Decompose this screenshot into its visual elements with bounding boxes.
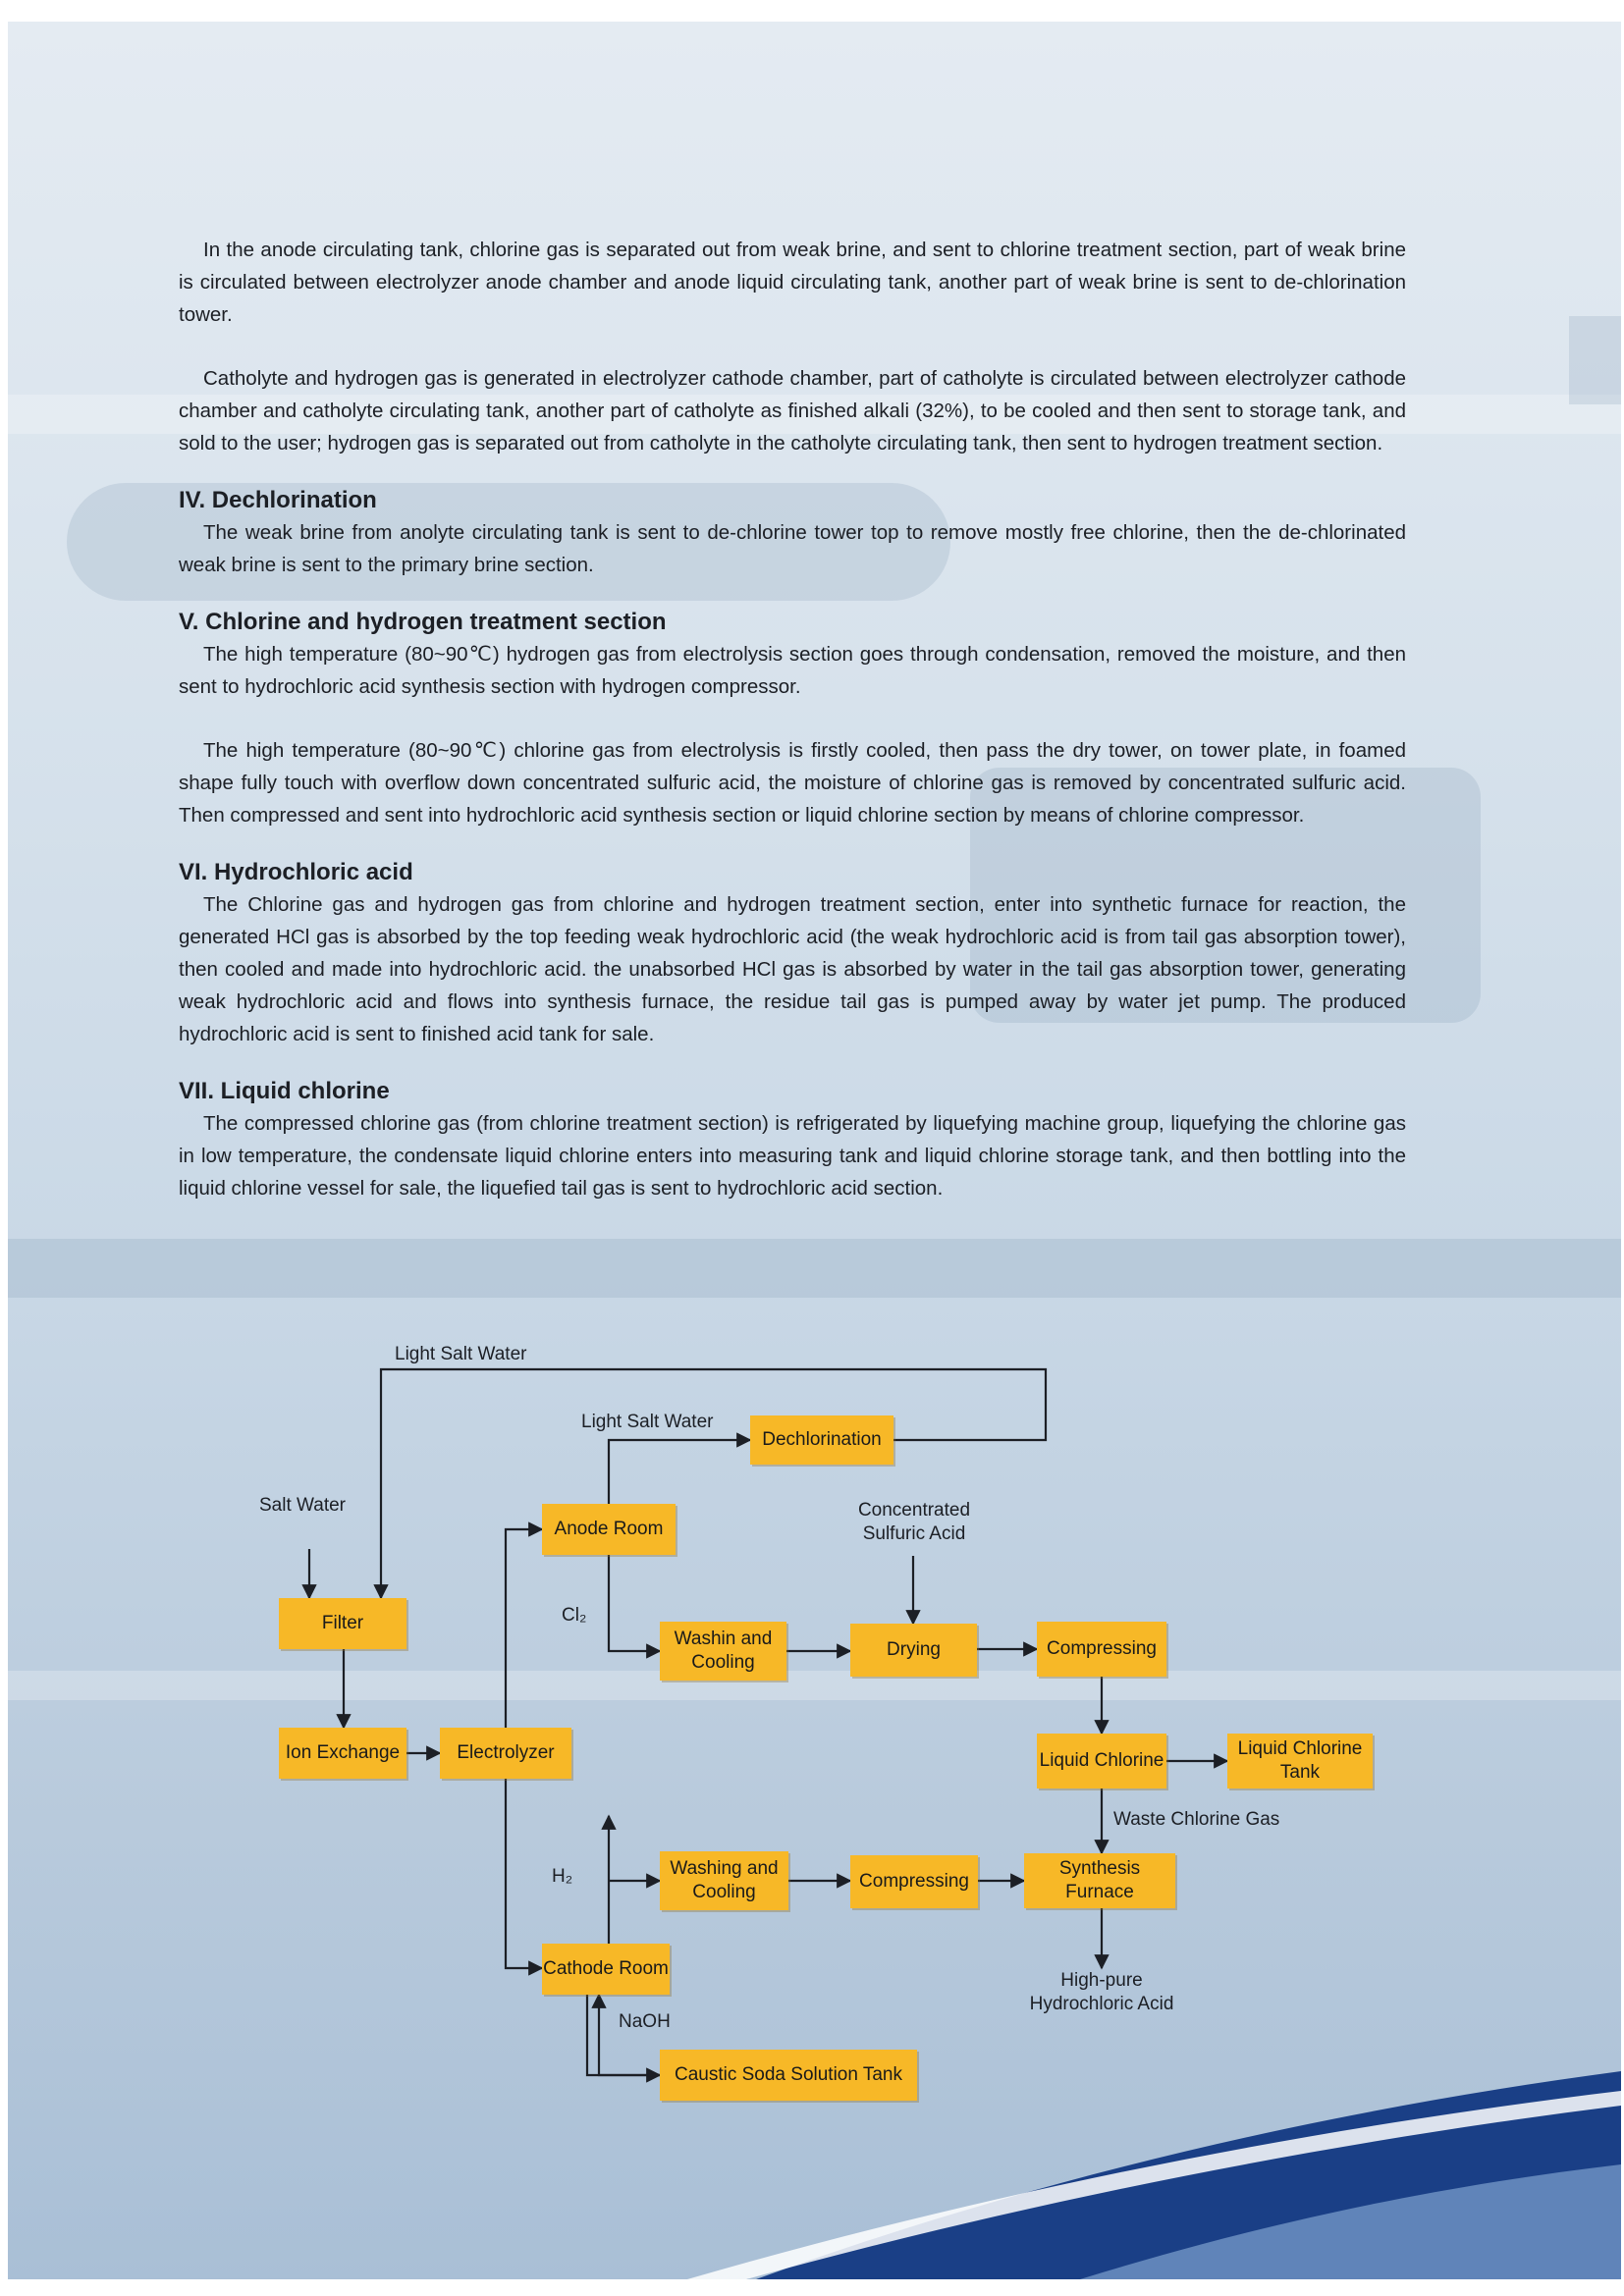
box-dechlorination: Dechlorination [750, 1415, 893, 1465]
box-liquid-chlorine: Liquid Chlorine [1037, 1734, 1166, 1789]
box-liquid-chlorine-tank: Liquid Chlorine Tank [1227, 1734, 1373, 1789]
paragraph-liquid-chlorine: The compressed chlorine gas (from chlorine treatment section) is refrigerated by liquefying machine group, liquefying the chlorine gas in low temperature, the condensate liquid chlorine enters into measuring tank and liquid chlorine storage tank, and then bottling into the liquid chlorine vessel for sale, the liquefied tail gas is sent to hydrochloric acid section. [179, 1112, 1406, 1200]
paragraph-hydrogen-treatment: The high temperature (80~90℃) hydrogen gas from electrolysis section goes through condensation, removed the moisture, and then sent to hydrochloric acid synthesis section with hydrogen compressor. [179, 643, 1406, 698]
box-drying: Drying [850, 1624, 977, 1677]
label-naoh: NaOH [619, 2011, 671, 2032]
heading-hydrochloric: VI. Hydrochloric acid [179, 859, 413, 885]
paragraph-hydrochloric: The Chlorine gas and hydrogen gas from chlorine and hydrogen treatment section, enter into synthetic furnace for reaction, the generated HCl gas is absorbed by the top feeding weak hydrochloric acid (the weak hydrochloric acid is from tail gas absorption tower), then cooled and made into hydrochloric acid. the unabsorbed HCl gas is absorbed by water in the tail gas absorption tower, generating weak hydrochloric acid and flows into synthesis furnace, the residue tail gas is pumped away by water jet pump. The produced hydrochloric acid is sent to finished acid tank for sale. [179, 893, 1406, 1045]
label-high-pure-hydrochloric-acid: High-pure Hydrochloric Acid [1029, 1970, 1174, 2014]
box-synthesis-furnace: Synthesis Furnace [1024, 1853, 1175, 1908]
box-cathode-room: Cathode Room [542, 1944, 670, 1995]
box-washing-cooling: Washing and Cooling [660, 1851, 788, 1910]
article-body [179, 234, 1406, 1204]
heading-treatment: V. Chlorine and hydrogen treatment section [179, 609, 667, 635]
box-compressing-chlorine: Compressing [1037, 1622, 1166, 1677]
label-cl2: Cl₂ [562, 1605, 587, 1626]
box-filter: Filter [279, 1598, 406, 1649]
label-waste-chlorine-gas: Waste Chlorine Gas [1113, 1809, 1280, 1830]
box-washin-cooling: Washin and Cooling [660, 1622, 786, 1681]
box-caustic-soda-tank: Caustic Soda Solution Tank [660, 2050, 917, 2101]
label-h2: H₂ [552, 1866, 573, 1887]
box-compressing-hydrogen: Compressing [850, 1855, 978, 1908]
label-concentrated-sulfuric-acid: Concentrated Sulfuric Acid [857, 1500, 971, 1544]
box-ion-exchange: Ion Exchange [279, 1728, 406, 1779]
label-light-salt-water-top: Light Salt Water [395, 1344, 527, 1364]
paragraph-catholyte: Catholyte and hydrogen gas is generated in electrolyzer cathode chamber, part of catholyte is circulated between electrolyzer cathode chamber and catholyte circulating tank, another part of catholyte as finished alkali (32%), to be cooled and then sent to storage tank, and sold to the user; hydrogen gas is separated out from catholyte in the catholyte circulating tank, then sent to hydrogen treatment section. [179, 367, 1406, 454]
heading-liquid-chlorine: VII. Liquid chlorine [179, 1078, 390, 1104]
heading-dechlorination: IV. Dechlorination [179, 487, 377, 513]
box-anode-room: Anode Room [542, 1504, 676, 1555]
paragraph-dechlorination: The weak brine from anolyte circulating tank is sent to de-chlorine tower top to remove mostly free chlorine, then the de-chlorinated weak brine is sent to the primary brine section. [179, 521, 1406, 576]
label-salt-water: Salt Water [259, 1495, 346, 1516]
paragraph-anode: In the anode circulating tank, chlorine gas is separated out from weak brine, and sent to chlorine treatment section, part of weak brine is circulated between electrolyzer anode chamber and anode liquid circulating tank, another part of weak brine is sent to de-chlorination tower. [179, 239, 1406, 326]
paragraph-chlorine-treatment: The high temperature (80~90℃) chlorine gas from electrolysis is firstly cooled, then pass the dry tower, on tower plate, in foamed shape fully touch with overflow down concentrated sulfuric acid, the moisture of chlorine gas is removed by concentrated sulfuric acid. Then compressed and sent into hydrochloric acid synthesis section or liquid chlorine section by means of chlorine compressor. [179, 739, 1406, 827]
label-light-salt-water-mid: Light Salt Water [581, 1412, 714, 1432]
box-electrolyzer: Electrolyzer [440, 1728, 571, 1779]
